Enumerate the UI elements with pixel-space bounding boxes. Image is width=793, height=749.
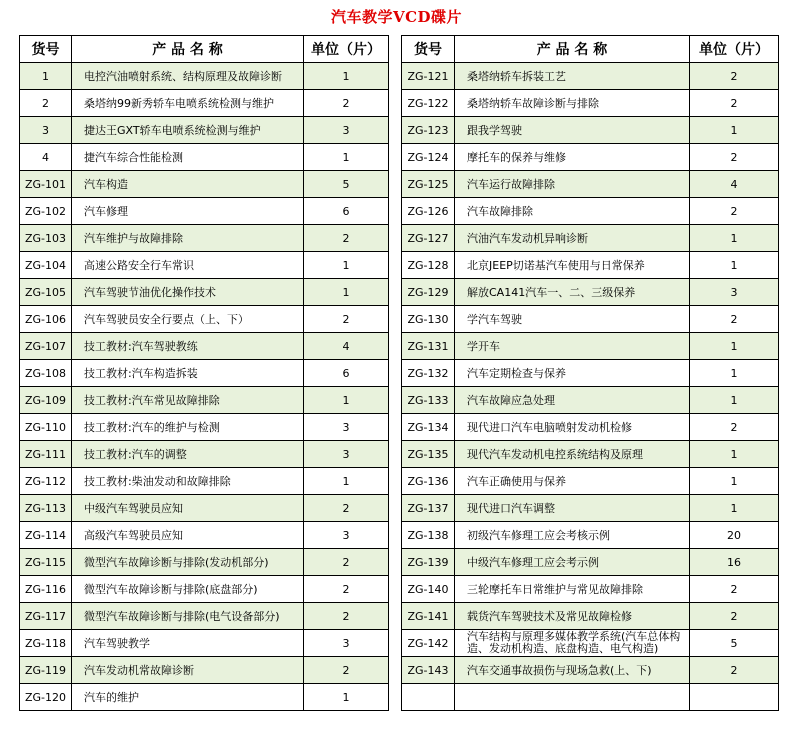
product-unit: 3	[304, 117, 389, 144]
product-name	[455, 684, 690, 711]
product-unit: 6	[304, 360, 389, 387]
product-code: ZG-104	[20, 252, 72, 279]
product-code: ZG-133	[402, 387, 455, 414]
product-unit: 2	[304, 225, 389, 252]
product-name: 汽车故障应急处理	[455, 387, 690, 414]
table-row	[20, 576, 389, 603]
table-row	[402, 549, 779, 576]
product-code: ZG-140	[402, 576, 455, 603]
product-name: 现代进口汽车电脑喷射发动机检修	[455, 414, 690, 441]
product-unit: 2	[304, 576, 389, 603]
table-row	[20, 657, 389, 684]
product-code: ZG-108	[20, 360, 72, 387]
product-name: 技工教材:汽车的调整	[72, 441, 304, 468]
product-unit	[690, 684, 779, 711]
table-row	[20, 684, 389, 711]
table-row	[20, 117, 389, 144]
product-code: ZG-130	[402, 306, 455, 333]
product-name: 高级汽车驾驶员应知	[72, 522, 304, 549]
table-row	[402, 522, 779, 549]
table-row	[20, 333, 389, 360]
product-name: 高速公路安全行车常识	[72, 252, 304, 279]
table-row	[402, 360, 779, 387]
table-row	[402, 198, 779, 225]
product-code: ZG-138	[402, 522, 455, 549]
product-name: 桑塔纳轿车拆装工艺	[455, 63, 690, 90]
product-unit: 1	[304, 468, 389, 495]
table-row	[402, 171, 779, 198]
table-row	[402, 117, 779, 144]
table-row	[402, 387, 779, 414]
product-code: ZG-111	[20, 441, 72, 468]
table-row	[20, 63, 389, 90]
table-row	[402, 630, 779, 657]
product-code: ZG-120	[20, 684, 72, 711]
product-unit: 2	[690, 603, 779, 630]
table-row	[402, 144, 779, 171]
product-unit: 5	[304, 171, 389, 198]
table-row	[20, 495, 389, 522]
product-code: ZG-112	[20, 468, 72, 495]
product-name: 微型汽车故障诊断与排除(发动机部分)	[72, 549, 304, 576]
product-unit: 1	[690, 333, 779, 360]
product-name: 学汽车驾驶	[455, 306, 690, 333]
product-name: 汽车修理	[72, 198, 304, 225]
product-code: ZG-105	[20, 279, 72, 306]
product-unit: 1	[690, 468, 779, 495]
product-unit: 1	[690, 387, 779, 414]
product-code: ZG-142	[402, 630, 455, 657]
product-code: 4	[20, 144, 72, 171]
product-unit: 2	[304, 549, 389, 576]
product-name: 汽车故障排除	[455, 198, 690, 225]
product-unit: 2	[304, 306, 389, 333]
product-code: ZG-132	[402, 360, 455, 387]
product-unit: 1	[304, 144, 389, 171]
header-unit: 单位（片）	[304, 36, 389, 63]
product-code: ZG-115	[20, 549, 72, 576]
table-row	[402, 684, 779, 711]
table-row	[20, 441, 389, 468]
product-name: 汽车驾驶节油优化操作技术	[72, 279, 304, 306]
product-code: ZG-136	[402, 468, 455, 495]
product-code: ZG-116	[20, 576, 72, 603]
table-row	[402, 657, 779, 684]
product-unit: 1	[690, 360, 779, 387]
product-unit: 1	[690, 117, 779, 144]
header-name: 产 品 名 称	[72, 36, 304, 63]
product-name: 桑塔纳99新秀轿车电喷系统检测与维护	[72, 90, 304, 117]
product-unit: 1	[304, 63, 389, 90]
table-row	[402, 225, 779, 252]
product-code: ZG-106	[20, 306, 72, 333]
table-row	[402, 414, 779, 441]
product-unit: 2	[304, 495, 389, 522]
product-unit: 16	[690, 549, 779, 576]
product-name: 跟我学驾驶	[455, 117, 690, 144]
product-code: ZG-128	[402, 252, 455, 279]
product-unit: 1	[690, 441, 779, 468]
product-name: 汽车发动机常故障诊断	[72, 657, 304, 684]
product-name: 桑塔纳轿车故障诊断与排除	[455, 90, 690, 117]
product-unit: 3	[304, 414, 389, 441]
product-code: ZG-118	[20, 630, 72, 657]
table-row	[20, 90, 389, 117]
product-name: 摩托车的保养与维修	[455, 144, 690, 171]
product-name: 汽车运行故障排除	[455, 171, 690, 198]
table-row	[402, 252, 779, 279]
product-unit: 2	[304, 657, 389, 684]
product-code: 1	[20, 63, 72, 90]
product-code: ZG-123	[402, 117, 455, 144]
product-name: 汽车驾驶教学	[72, 630, 304, 657]
product-name: 技工教材:汽车的维护与检测	[72, 414, 304, 441]
product-unit: 2	[690, 63, 779, 90]
table-row	[20, 468, 389, 495]
product-name: 微型汽车故障诊断与排除(电气设备部分)	[72, 603, 304, 630]
product-unit: 1	[304, 387, 389, 414]
product-code: ZG-102	[20, 198, 72, 225]
header-name: 产 品 名 称	[455, 36, 690, 63]
product-unit: 2	[304, 603, 389, 630]
product-name: 技工教材:柴油发动和故障排除	[72, 468, 304, 495]
product-code: ZG-135	[402, 441, 455, 468]
product-name: 微型汽车故障诊断与排除(底盘部分)	[72, 576, 304, 603]
table-row	[20, 144, 389, 171]
table-row	[402, 441, 779, 468]
product-name: 技工教材:汽车构造拆装	[72, 360, 304, 387]
table-row	[20, 387, 389, 414]
product-unit: 4	[690, 171, 779, 198]
product-code: 3	[20, 117, 72, 144]
product-code: ZG-110	[20, 414, 72, 441]
table-row	[20, 630, 389, 657]
product-code: ZG-107	[20, 333, 72, 360]
product-code: ZG-126	[402, 198, 455, 225]
product-unit: 3	[304, 630, 389, 657]
table-row	[20, 171, 389, 198]
table-row	[20, 549, 389, 576]
product-name: 技工教材:汽车常见故障排除	[72, 387, 304, 414]
product-code: ZG-129	[402, 279, 455, 306]
product-name: 电控汽油喷射系统、结构原理及故障诊断	[72, 63, 304, 90]
product-name: 汽车构造	[72, 171, 304, 198]
product-unit: 2	[690, 306, 779, 333]
product-name: 捷达王GXT轿车电喷系统检测与维护	[72, 117, 304, 144]
product-name: 解放CA141汽车一、二、三级保养	[455, 279, 690, 306]
table-row	[20, 522, 389, 549]
product-unit: 1	[304, 279, 389, 306]
product-name: 汽油汽车发动机异响诊断	[455, 225, 690, 252]
product-unit: 1	[690, 495, 779, 522]
product-unit: 2	[690, 576, 779, 603]
product-code: ZG-109	[20, 387, 72, 414]
product-unit: 3	[304, 441, 389, 468]
product-table-right	[401, 35, 779, 711]
table-row	[402, 603, 779, 630]
product-name: 汽车正确使用与保养	[455, 468, 690, 495]
product-code: ZG-125	[402, 171, 455, 198]
product-name: 中级汽车修理工应会考示例	[455, 549, 690, 576]
product-unit: 6	[304, 198, 389, 225]
table-row	[402, 495, 779, 522]
table-row	[20, 306, 389, 333]
product-code: ZG-143	[402, 657, 455, 684]
table-row	[402, 279, 779, 306]
product-name: 现代汽车发动机电控系统结构及原理	[455, 441, 690, 468]
product-name: 汽车结构与原理多媒体教学系统(汽车总体构造、发动机构造、底盘构造、电气构造)	[455, 630, 690, 657]
product-code: ZG-137	[402, 495, 455, 522]
table-row	[20, 252, 389, 279]
product-unit: 2	[690, 144, 779, 171]
product-name: 学开车	[455, 333, 690, 360]
product-code: ZG-127	[402, 225, 455, 252]
product-code: ZG-141	[402, 603, 455, 630]
header-row	[402, 36, 779, 63]
product-unit: 2	[690, 414, 779, 441]
table-row	[402, 306, 779, 333]
header-unit: 单位（片）	[690, 36, 779, 63]
product-name: 汽车交通事故损伤与现场急救(上、下)	[455, 657, 690, 684]
table-row	[402, 63, 779, 90]
product-unit: 3	[690, 279, 779, 306]
product-unit: 2	[304, 90, 389, 117]
product-code: ZG-122	[402, 90, 455, 117]
product-name: 汽车的维护	[72, 684, 304, 711]
product-unit: 5	[690, 630, 779, 657]
product-name: 现代进口汽车调整	[455, 495, 690, 522]
product-code: ZG-139	[402, 549, 455, 576]
header-code: 货号	[402, 36, 455, 63]
product-code: ZG-103	[20, 225, 72, 252]
product-code: ZG-113	[20, 495, 72, 522]
product-unit: 20	[690, 522, 779, 549]
product-name: 北京JEEP切诺基汽车使用与日常保养	[455, 252, 690, 279]
product-name: 技工教材:汽车驾驶教练	[72, 333, 304, 360]
table-row	[20, 225, 389, 252]
product-code: ZG-101	[20, 171, 72, 198]
product-code: ZG-121	[402, 63, 455, 90]
product-unit: 1	[690, 225, 779, 252]
product-name: 三轮摩托车日常维护与常见故障排除	[455, 576, 690, 603]
product-unit: 1	[690, 252, 779, 279]
table-row	[402, 90, 779, 117]
header-code: 货号	[20, 36, 72, 63]
product-unit: 2	[690, 90, 779, 117]
product-code: ZG-117	[20, 603, 72, 630]
table-row	[20, 414, 389, 441]
product-code: ZG-119	[20, 657, 72, 684]
product-name: 汽车定期检查与保养	[455, 360, 690, 387]
product-name: 中级汽车驾驶员应知	[72, 495, 304, 522]
product-unit: 3	[304, 522, 389, 549]
product-code: ZG-131	[402, 333, 455, 360]
table-row	[402, 468, 779, 495]
product-name: 载货汽车驾驶技术及常见故障检修	[455, 603, 690, 630]
table-row	[402, 576, 779, 603]
product-name: 汽车维护与故障排除	[72, 225, 304, 252]
page-title: 汽车教学VCD碟片	[330, 8, 463, 26]
product-code: ZG-114	[20, 522, 72, 549]
product-table-left	[19, 35, 389, 711]
product-unit: 1	[304, 684, 389, 711]
table-row	[20, 279, 389, 306]
product-name: 捷汽车综合性能检测	[72, 144, 304, 171]
product-name: 汽车驾驶员安全行要点（上、下）	[72, 306, 304, 333]
table-row	[402, 333, 779, 360]
product-unit: 2	[690, 198, 779, 225]
product-code: 2	[20, 90, 72, 117]
product-unit: 1	[304, 252, 389, 279]
header-row	[20, 36, 389, 63]
product-code	[402, 684, 455, 711]
product-name: 初级汽车修理工应会考核示例	[455, 522, 690, 549]
table-row	[20, 360, 389, 387]
product-unit: 2	[690, 657, 779, 684]
table-row	[20, 603, 389, 630]
product-unit: 4	[304, 333, 389, 360]
table-row	[20, 198, 389, 225]
product-code: ZG-134	[402, 414, 455, 441]
product-code: ZG-124	[402, 144, 455, 171]
